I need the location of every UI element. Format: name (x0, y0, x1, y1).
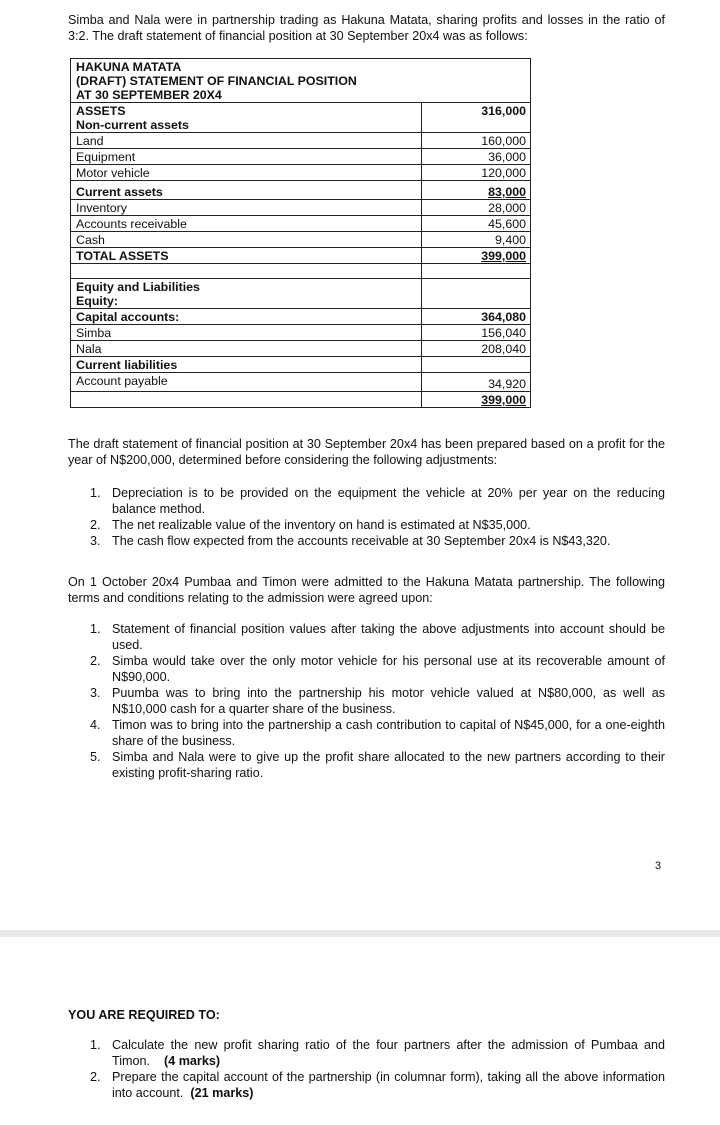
inventory-label: Inventory (71, 200, 422, 216)
list-item: 1. Depreciation is to be provided on the equipment the vehicle at 20% per year on the reducing balance method. (90, 486, 665, 516)
land-value: 160,000 (422, 133, 531, 149)
table-title (71, 59, 531, 103)
list-item: 5. Simba and Nala were to give up the profit share allocated to the new partners according to their existing profit-sharing ratio. (90, 750, 665, 780)
equipment-value: 36,000 (422, 149, 531, 165)
table-row (71, 232, 531, 248)
assets-label: ASSETS Non-current assets (71, 103, 422, 133)
adjustments-list (90, 485, 665, 549)
marks-label: (21 marks) (190, 1086, 254, 1100)
table-row (71, 149, 531, 165)
table-row (71, 325, 531, 341)
land-label: Land (71, 133, 422, 149)
required-heading: YOU ARE REQUIRED TO: (68, 1008, 220, 1022)
table-row (71, 103, 531, 133)
financial-position-table (70, 58, 531, 408)
list-item: 2. Simba would take over the only motor vehicle for his personal use at its recoverable amount of N$90,000. (90, 654, 665, 684)
table-row (71, 133, 531, 149)
equipment-label: Equipment (71, 149, 422, 165)
cash-value: 9,400 (422, 232, 531, 248)
capital-value: 364,080 (422, 309, 531, 325)
assets-total: 316,000 (422, 103, 531, 133)
noncurrent-label: Non-current assets (76, 118, 189, 132)
draft-note-paragraph: The draft statement of financial position at 30 September 20x4 has been prepared based on a profit for the year of N$200,000, determined before considering the following adjustments: (68, 437, 665, 467)
terms-list (90, 621, 665, 781)
list-item: 4. Timon was to bring into the partnership a cash contribution to capital of N$45,000, for a one-eighth share of the business. (90, 718, 665, 748)
receivable-value: 45,600 (422, 216, 531, 232)
total-equity-liabilities-value: 399,000 (422, 392, 531, 408)
table-row (71, 165, 531, 181)
total-assets-value: 399,000 (422, 248, 531, 264)
admission-paragraph: On 1 October 20x4 Pumbaa and Timon were admitted to the Hakuna Matata partnership. The following terms and conditions relating to the admission were agreed upon: (68, 575, 665, 605)
current-liabilities-label: Current liabilities (71, 357, 422, 373)
list-item: 2. Prepare the capital account of the partnership (in columnar form), taking all the above information into account. (21 marks) (90, 1070, 665, 1100)
nala-label: Nala (71, 341, 422, 357)
payable-label: Account payable (71, 373, 422, 392)
table-row (71, 392, 531, 408)
intro-paragraph: Simba and Nala were in partnership trading as Hakuna Matata, sharing profits and losses in the ratio of 3:2. The draft statement of financial position at 30 September 20x4 was as follows: (68, 13, 665, 43)
marks-label: (4 marks) (164, 1054, 221, 1068)
equity-label: Equity: (76, 294, 118, 308)
title-statement: (DRAFT) STATEMENT OF FINANCIAL POSITION (76, 74, 357, 88)
requirements-list (90, 1037, 665, 1101)
list-item: 1. Calculate the new profit sharing ratio of the four partners after the admission of Pumbaa and Timon. (4 marks) (90, 1038, 665, 1068)
payable-value: 34,920 (422, 373, 531, 392)
nala-value: 208,040 (422, 341, 531, 357)
table-title-row (71, 59, 531, 103)
table-row (71, 181, 531, 200)
table-row (71, 248, 531, 264)
inventory-value: 28,000 (422, 200, 531, 216)
table-row (71, 309, 531, 325)
table-row (71, 357, 531, 373)
table-row (71, 279, 531, 309)
equity-liabilities-label: Equity and Liabilities Equity: (71, 279, 422, 309)
list-item: 2. The net realizable value of the inventory on hand is estimated at N$35,000. (90, 518, 531, 532)
title-company: HAKUNA MATATA (76, 60, 182, 74)
title-date: AT 30 SEPTEMBER 20X4 (76, 88, 222, 102)
current-assets-value: 83,000 (422, 181, 531, 200)
page-number: 3 (655, 860, 662, 872)
vehicle-value: 120,000 (422, 165, 531, 181)
capital-label: Capital accounts: (71, 309, 422, 325)
page-two (0, 937, 720, 1125)
list-item: 3. Puumba was to bring into the partnership his motor vehicle valued at N$80,000, as well as N$10,000 cash for a quarter share of the business. (90, 686, 665, 716)
simba-label: Simba (71, 325, 422, 341)
list-item: 1. Statement of financial position values after taking the above adjustments into account should be used. (90, 622, 665, 652)
cash-label: Cash (71, 232, 422, 248)
list-item: 3. The cash flow expected from the accounts receivable at 30 September 20x4 is N$43,320. (90, 534, 611, 548)
current-assets-label: Current assets (71, 181, 422, 200)
table-row (71, 373, 531, 392)
simba-value: 156,040 (422, 325, 531, 341)
table-row (71, 216, 531, 232)
table-row (71, 200, 531, 216)
vehicle-label: Motor vehicle (71, 165, 422, 181)
page-divider (0, 930, 720, 937)
total-assets-label: TOTAL ASSETS (71, 248, 422, 264)
receivable-label: Accounts receivable (71, 216, 422, 232)
table-row (71, 341, 531, 357)
table-row-blank (71, 264, 531, 279)
